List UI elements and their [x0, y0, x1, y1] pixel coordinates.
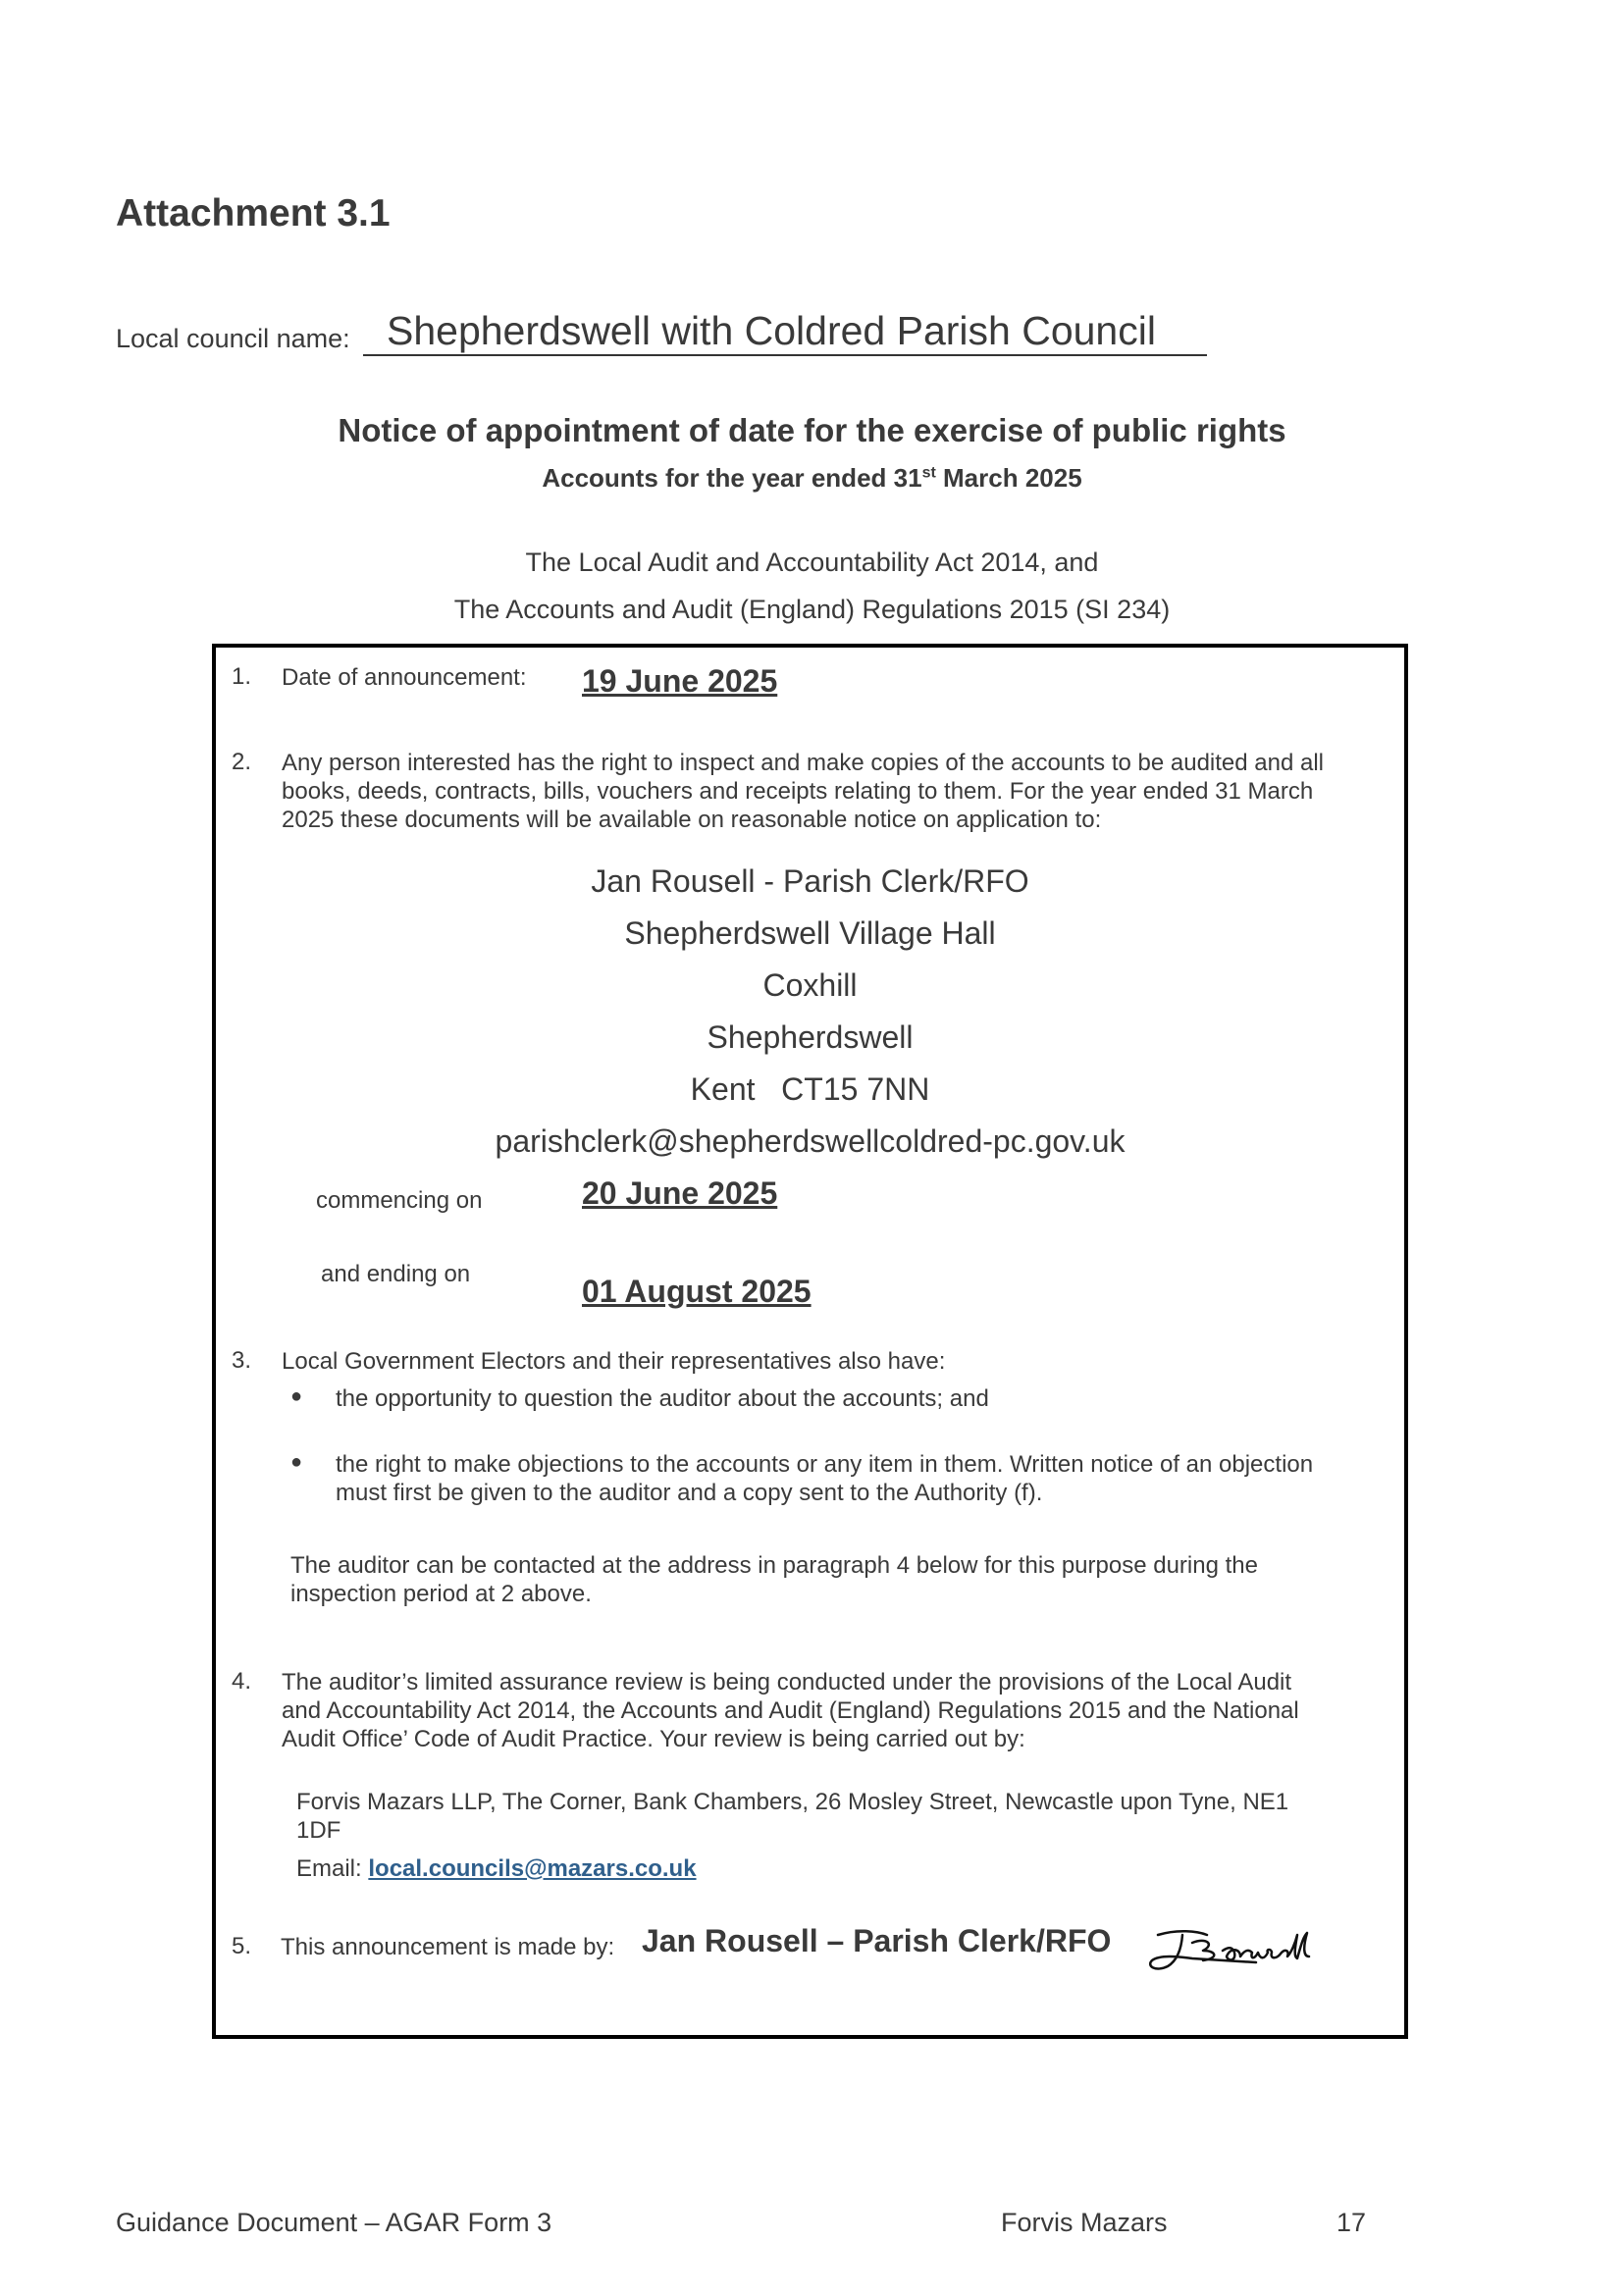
bullet-dot-icon: ● — [290, 1451, 303, 1473]
section-4-number: 4. — [232, 1668, 252, 1695]
announcement-date-label: Date of announcement: — [282, 664, 527, 691]
address-line-email: parishclerk@shepherdswellcoldred-pc.gov.uk — [495, 1123, 1126, 1159]
section-3-intro: Local Government Electors and their representatives also have: — [282, 1348, 946, 1375]
commencing-label: commencing on — [316, 1187, 483, 1214]
section-4-text-line-2: and Accountability Act 2014, the Accounts and Audit (England) Regulations 2015 and the National — [282, 1697, 1299, 1724]
notice-box — [212, 644, 1408, 2039]
bullet-dot-icon: ● — [290, 1385, 303, 1407]
section-2-text-line-3: 2025 these documents will be available on reasonable notice on application to: — [282, 807, 1102, 833]
section-2-number: 2. — [232, 749, 252, 775]
auditor-address-line-2: 1DF — [296, 1817, 341, 1844]
ending-date: 01 August 2025 — [582, 1274, 812, 1309]
ending-label: and ending on — [321, 1261, 471, 1287]
section-4-text-line-3: Audit Office’ Code of Audit Practice. Your review is being carried out by: — [282, 1726, 1025, 1752]
address-line-county: Kent CT15 7NN — [690, 1071, 930, 1107]
section-5-number: 5. — [232, 1933, 252, 1959]
auditor-email-row — [296, 1854, 697, 1883]
section-3-bullet-2-line-2: must first be given to the auditor and a copy sent to the Authority (f). — [336, 1480, 1043, 1506]
auditor-email-label: Email: — [296, 1855, 369, 1882]
auditor-contact-line-1: The auditor can be contacted at the address in paragraph 4 below for this purpose during the — [290, 1552, 1258, 1579]
act-line-1: The Local Audit and Accountability Act 2014, and — [525, 548, 1099, 577]
section-3-number: 3. — [232, 1347, 252, 1374]
address-line-name: Jan Rousell - Parish Clerk/RFO — [591, 863, 1029, 899]
section-1-number: 1. — [232, 663, 252, 690]
council-name-label: Local council name: — [116, 324, 350, 353]
signature — [1138, 1923, 1393, 1987]
section-2-text-line-1: Any person interested has the right to inspect and make copies of the accounts to be audited and all — [282, 750, 1325, 776]
auditor-contact-line-2: inspection period at 2 above. — [290, 1581, 592, 1607]
act-line-2: The Accounts and Audit (England) Regulations 2015 (SI 234) — [453, 595, 1171, 624]
accounts-year-subtitle — [0, 463, 1624, 494]
footer-page-number: 17 — [1336, 2208, 1367, 2237]
signature-image — [1138, 1923, 1393, 1982]
commencing-date: 20 June 2025 — [582, 1175, 778, 1211]
auditor-email-link[interactable]: local.councils@mazars.co.uk — [368, 1855, 697, 1882]
accounts-suffix: March 2025 — [935, 463, 1082, 493]
council-name-field: Shepherdswell with Coldred Parish Council — [363, 307, 1207, 356]
announcement-made-by-label: This announcement is made by: — [281, 1934, 615, 1960]
address-line-town: Shepherdswell — [707, 1019, 914, 1055]
accounts-prefix: Accounts for the year ended 31 — [542, 463, 922, 493]
accounts-sup: st — [921, 464, 936, 482]
footer-company: Forvis Mazars — [1001, 2208, 1168, 2237]
announcement-date: 19 June 2025 — [582, 663, 778, 699]
address-line-hall: Shepherdswell Village Hall — [624, 915, 996, 951]
footer-document-title: Guidance Document – AGAR Form 3 — [116, 2208, 552, 2237]
section-3-bullet-1: the opportunity to question the auditor about the accounts; and — [336, 1385, 989, 1412]
address-line-street: Coxhill — [762, 967, 858, 1003]
notice-title: Notice of appointment of date for the exercise of public rights — [338, 412, 1286, 448]
section-3-bullet-2-line-1: the right to make objections to the accounts or any item in them. Written notice of an objection — [336, 1451, 1314, 1478]
auditor-address-line-1: Forvis Mazars LLP, The Corner, Bank Chambers, 26 Mosley Street, Newcastle upon Tyne, NE1 — [296, 1789, 1289, 1815]
section-2-text-line-2: books, deeds, contracts, bills, vouchers and receipts relating to them. For the year ended 31 March — [282, 778, 1314, 805]
announcement-made-by-name: Jan Rousell – Parish Clerk/RFO — [642, 1923, 1112, 1958]
section-4-text-line-1: The auditor’s limited assurance review is being conducted under the provisions of the Local Audit — [282, 1669, 1292, 1695]
attachment-heading: Attachment 3.1 — [116, 192, 391, 235]
